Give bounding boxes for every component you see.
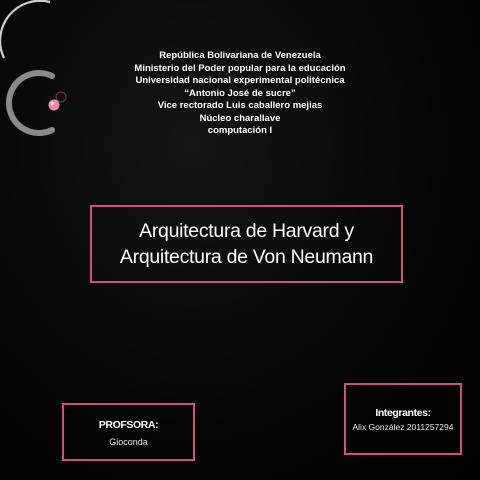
member-entry: Alix González 2011257294 <box>352 422 454 432</box>
small-arc <box>9 73 52 133</box>
title-box <box>90 205 403 283</box>
header-line-campus: Núcleo charallave <box>199 112 281 124</box>
header-line-university-name: “Antonio José de sucre” <box>184 87 296 99</box>
header-line-republic: República Bolivariana de Venezuela <box>159 50 321 61</box>
professor-name: Gioconda <box>109 437 148 447</box>
pink-bead-icon <box>49 100 60 111</box>
title-line-2: Arquitectura de Von Neumann <box>119 246 374 268</box>
title-line-1: Arquitectura de Harvard y <box>139 220 354 242</box>
large-arc <box>0 1 50 58</box>
bead-highlight <box>51 102 55 106</box>
members-label: Integrantes: <box>375 407 431 419</box>
professor-box <box>62 403 195 461</box>
header-line-university: Universidad nacional experimental politécnica <box>135 75 345 86</box>
members-box <box>344 383 462 455</box>
header-line-course: computación I <box>207 125 273 136</box>
institution-header <box>90 50 390 138</box>
header-line-vice-rectorate: Vice rectorado Luis caballero mejias <box>157 100 323 111</box>
header-line-ministry: Ministerio del Poder popular para la educación <box>134 62 346 74</box>
bead-ring <box>56 92 66 102</box>
professor-label: PROFSORA: <box>98 419 159 431</box>
